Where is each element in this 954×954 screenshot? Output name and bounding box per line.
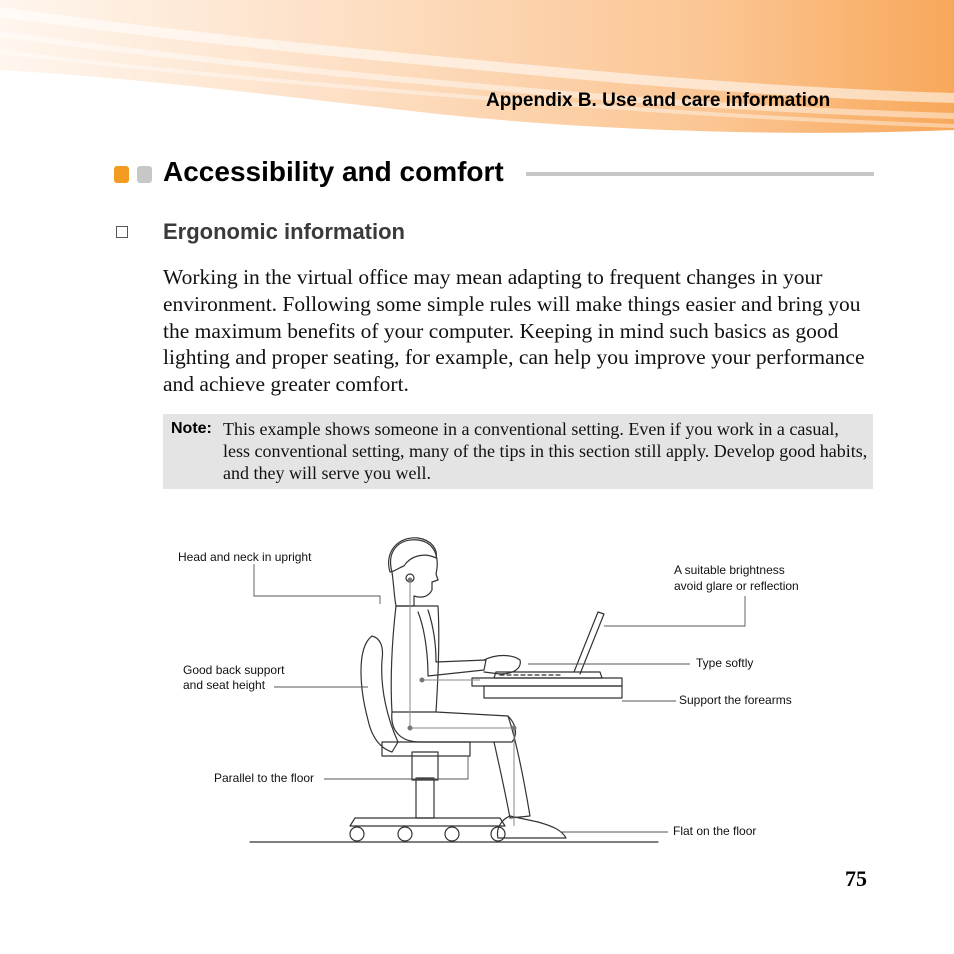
label-type-softly: Type softly xyxy=(696,656,754,670)
person-foot xyxy=(498,816,567,838)
chair-seat xyxy=(382,742,470,756)
label-flat-floor: Flat on the floor xyxy=(673,824,757,838)
running-head: Appendix B. Use and care information xyxy=(486,90,831,111)
person-arm xyxy=(418,610,486,676)
body-paragraph: Working in the virtual office may mean adapting to frequent changes in your environment. Following some simple rules will make things easier and bring you the maximum benefits of your computer. Keeping in mind such basics as good lighting and proper seating, for example, can help you improve your performance and achieve greater comfort. xyxy=(163,265,865,397)
label-parallel-floor: Parallel to the floor xyxy=(214,771,315,785)
person-shin xyxy=(494,716,530,818)
leader-line-brightness xyxy=(604,596,745,626)
leader-line-parallel xyxy=(324,756,468,779)
label-support-forearms: Support the forearms xyxy=(679,693,792,707)
section-title: Accessibility and comfort xyxy=(163,156,504,187)
page-number: 75 xyxy=(845,866,867,891)
person-head xyxy=(391,540,438,606)
chair-wheel xyxy=(398,827,412,841)
chair-wheel xyxy=(445,827,459,841)
label-back-support-2: and seat height xyxy=(183,678,266,692)
person-hand xyxy=(484,656,520,675)
leader-line-head xyxy=(254,564,380,604)
person-hair xyxy=(389,538,437,572)
label-brightness-1: A suitable brightness xyxy=(674,563,785,577)
chair-base xyxy=(350,818,505,826)
desk-tray xyxy=(484,686,622,698)
label-back-support-1: Good back support xyxy=(183,663,285,677)
joint-dot xyxy=(420,678,425,683)
note-label: Note: xyxy=(171,420,212,437)
joint-dot xyxy=(408,726,413,731)
chair-column xyxy=(416,778,434,818)
joint-dot xyxy=(408,578,413,583)
subsection-title: Ergonomic information xyxy=(163,219,405,244)
laptop-screen xyxy=(574,612,604,674)
chair-wheel xyxy=(350,827,364,841)
note-text: This example shows someone in a conventional setting. Even if you work in a casual, less conventional setting, many of the tips in this section still apply. Develop good habits, and they will serve you well. xyxy=(223,419,868,483)
joint-dot xyxy=(512,726,517,731)
label-brightness-2: avoid glare or reflection xyxy=(674,579,799,593)
label-head-neck: Head and neck in upright xyxy=(178,550,312,564)
desk-top xyxy=(472,678,622,686)
